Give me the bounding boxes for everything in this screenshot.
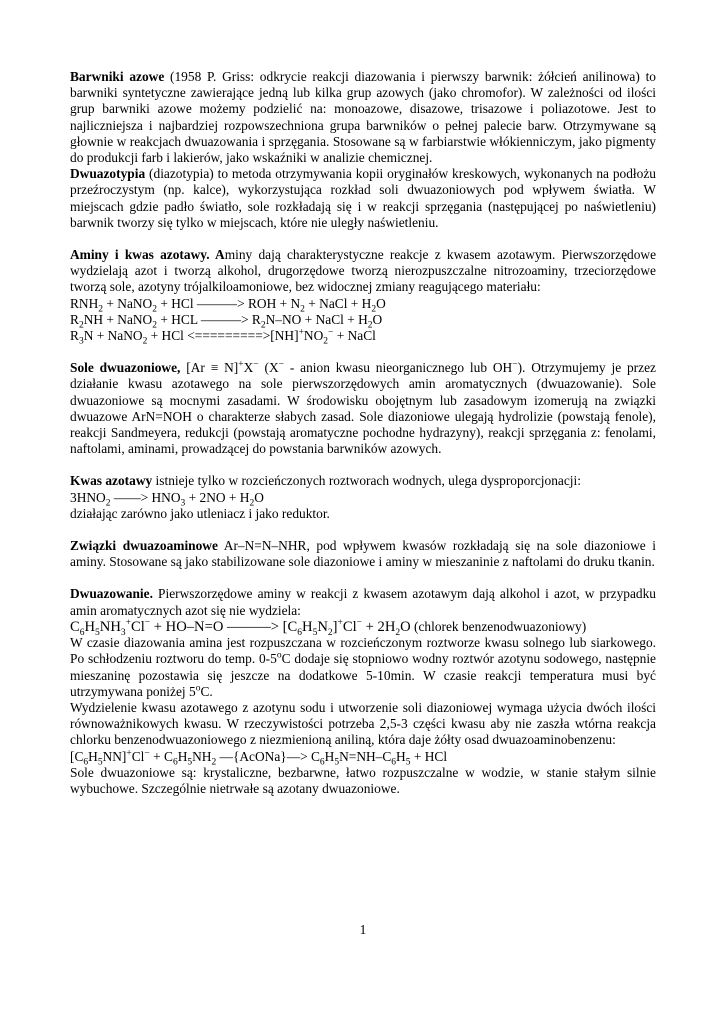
heading-diazotype: Dwuazotypia [70,166,146,182]
heading-azo-dyes: Barwniki azowe [70,69,165,84]
paragraph-amines: Aminy i kwas azotawy. Aminy dają charakterystyczne reakcje z kwasem azotawym. Pierwszorzędowe wydzielają azot i tworzą alkohol, drugorzędowe tworzą nierozpuszczalne nitrozoaminy, trzeciorzędowe tworzą sole, azotyny trójalkiloamoniowe, bez widocznej zmiany reagującego materiału: [70,247,657,295]
paragraph-acid-equivalents: Wydzielenie kwasu azotawego z azotynu sodu i utworzenie soli diazoniowej wymaga użycia dwóch ilości równoważnikowych kwasu. W rzeczywistości potrzeba 2,5-3 części kwasu aby nie zaszła wtórna reakcja chlorku benzenodwuazoniowego z niezmienioną aniliną, która daje żółty osad dwuazoaminobenzenu: [70,699,656,748]
equation-disproportionation: $3HNO_2$ ——> $HNO_3 + 2NO + H_2O$ [70,489,264,509]
equation-tertiary-amine: $R_3N$ + NaNO$_2$ + HCl $<=========>[NH]^+NO_2^-$ + NaCl [70,327,376,347]
heading-diazonium-salts: Sole dwuazoniowe, [70,360,181,376]
paragraph-azo-dyes: Barwniki azowe (1958 P. Griss: odkrycie reakcji diazowania i pierwszy barwnik: żółcień anilinowa) to barwniki syntetyczne zawierające jedną lub kilka grup azowych (jako chromofor). W zależności od ilości grup barwniki azowe możemy podzielić na: monoazowe, disazowe, trisazowe i poliazotowe. Jest to najliczniejsza i najbardziej rozpowszechniona grupa barwników o pełnej palecie barw. Otrzymywane są głownie w reakcjach dwuazowania i sprzęgania. Stosowane są w farbiarstwie włókienniczym, jako pigmenty do produkcji farb i lakierów, jako wskaźniki w analizie chemicznej. [70,69,656,166]
paragraph-diazotization: Dwuazowanie. Pierwszorzędowe aminy w reakcji z kwasem azotawym dają alkohol i azot, w przypadku amin aromatycznych azot się nie wydziela: [70,586,656,618]
paragraph-salt-properties: Sole dwuazoniowe są: krystaliczne, bezbarwne, łatwo rozpuszczalne w wodzie, w stanie stałym silnie wybuchowe. Szczególnie nietrwałe są azotany dwuazoniowe. [70,764,656,796]
paragraph-diazonium-salts: Sole dwuazoniowe, [Ar ≡ N]+X− (X− - anion kwasu nieorganicznego lub OH−). Otrzymujemy je przez działanie kwasu azotawego na sole pierwszorzędowych amin aromatycznych (dwuazowanie). Sole dwuazoniowe są mocnymi zasadami. W środowisku obojętnym lub zasadowym izomerują na związki dwuazowe ArN=NOH o charakterze słabych zasad. Sole diazoniowe ulegają hydrolizie (powstają fenole), reakcji Sandmeyera, redukcji (powstają aromatyczne pochodne hydrazyny), reakcji sprzęgania z: fenolami, naftolami, aminami, prowadzącej do powstania barwników azowych. [70,359,656,457]
paragraph-diazotization-process: W czasie diazowania amina jest rozpuszczana w rozcieńczonym roztworze kwasu solnego lub siarkowego. Po schłodzeniu roztworu do temp. 0-5$^o$C dodaje się stopniowo wodny roztwór azotynu sodowego, następnie mieszaninę pozostawia się jeszcze na dodatkowe 5-10min. W czasie reakcji temperatura musi być utrzymywana poniżej 5$^o$C. [70,635,657,699]
equation-secondary-amine: $R_2NH$ + NaNO$_2$ + HCL ———> $R_2N-NO$ + NaCl + $H_2O$ [70,311,383,331]
paragraph-nitrous-acid: Kwas azotawy istnieje tylko w rozcieńczonych roztworach wodnych, ulega dysproporcjonacji: [70,473,581,489]
heading-diazotization: Dwuazowanie. [70,586,153,602]
heading-amines: Aminy i kwas azotawy. [70,247,210,263]
paragraph-diazoamino: Związki dwuazoaminowe Ar–N=N–NHR, pod wpływem kwasów rozkładają się na sole diazoniowe i aminy. Stosowane są jako stabilizowane sole diazoniowe i aminy w mieszaninie z naftolami do druku tkanin. [70,538,657,570]
equation-benzenediazonium: $C_6H_5NH_3^+Cl^- + HO-N=O$ ———> $[C_6H_5N_2]^+Cl^- + 2H_2O$ (chlorek benzenodwuazoniowy) [70,618,587,638]
equation-primary-amine: $RNH_2$ + NaNO$_2$ + HCl ———> ROH + $N_2$ + NaCl + $H_2O$ [70,295,386,315]
page-number: 1 [359,922,367,937]
paragraph-nitrous-acid-role: działając zarówno jako utleniacz i jako reduktor. [70,505,330,521]
paragraph-diazotype: Dwuazotypia (diazotypia) to metoda otrzymywania kopii oryginałów kreskowych, wykonanych na podłożu przeźroczystym (np. kalce), wykorzystująca rozkład soli dwuazoniowych pod wpływem światła. W miejscach gdzie padło światło, sole rozkładają się i w reakcji sprzęgania (następującej po naświetleniu) barwnik tworzy się tylko w miejscach, które nie uległy naświetleniu. [70,166,656,230]
equation-diazoaminobenzene: $[C_6H_5NN]^+Cl^- + C_6H_5NH_2$ —{AcONa}—> $C_6H_5N=NH-C_6H_5$ + HCl [70,748,448,768]
document-body [70,69,656,797]
heading-diazoamino: Związki dwuazoaminowe [70,538,218,554]
heading-nitrous-acid: Kwas azotawy [70,473,153,489]
